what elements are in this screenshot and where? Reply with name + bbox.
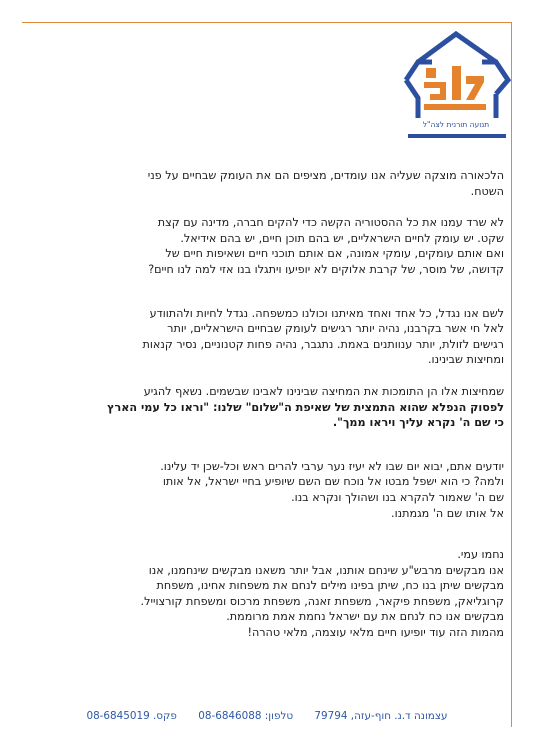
letter-line: רגישים לזולת, יותר ענוותנים באמת. נתגבר, נהיה פחות קטנוניים, נסיר קנאות (142, 337, 504, 351)
letter-line: יודעים אתם, יבוא יום שבו לא יעיז נער ערבי להרים ראש וכל-שכן יד עלינו. (160, 459, 504, 473)
letter-line: שם ה' שאמור להקרא בנו ושהולך ונקרא בנו. (291, 490, 504, 504)
letter-line: לאל חי אשר בקרבנו, נהיה יותר רגישים לעומק שבחיים הישראליים, יותר (167, 322, 504, 336)
letter-line: מבקשים שיתן בנו כח, שיתן בפינו מילים לנחם את משפחות אחינו, משפחת (156, 579, 504, 593)
letter-line: ואם אותם עומקים, עומקי אמונה, אם אותם תוכני חיים ושאיפות חיים של (165, 247, 504, 261)
letter-line: כי שם ה' נקרא עליך ויראו ממך". (332, 416, 504, 430)
letter-line: אל אותו שם ה' מגמתנו. (391, 506, 504, 520)
logo-subtitle: תנועה תורנית לצה"ל (422, 120, 490, 129)
letter-line: נחמו עמי. (457, 548, 504, 562)
letter-line: לא שרד עמנו את כל ההסטוריה הקשה כדי להקים חברה, מדינה עם קצת (157, 216, 504, 230)
letter-line: ומחיצות שבינינו. (427, 353, 504, 367)
letterhead-footer (40, 710, 494, 722)
letter-line: ולמה? כי הוא ישפל מבטו אל נוכח שם השם שיופיע בחיי ישראל, אל אותו (162, 475, 504, 489)
letter-line: לשם אנו נגדל, כל אחד ואחד מאיתנו וכולנו כמשפחה. נגדל לחיות ולהתוודע (149, 306, 504, 320)
letter-body (30, 168, 504, 641)
letter-line: קדושה, של מוסר, של קרבת אלוקים לא יופיעו ויתגלו בנו אזי למה לנו חיים? (148, 262, 504, 276)
letter-line: מבקשים אנו כח לנחם את עם ישראל נחמת אמת מרוממת. (226, 610, 504, 624)
footer-fax: פקס. 08-6845019 (86, 710, 177, 722)
letter-line: מהמות הזה עוד יופיעו חיים מלאי עוצמה, מלאי טהרה! (247, 626, 504, 640)
letter-line: שמחיצות אלו הן התומכות את המחיצה שבינינו לאבינו שבשמים. נשאף להגיע (143, 384, 504, 398)
letter-line: הלכאורה מוצקה שעליה אנו עומדים, מציפים הם את העומק שבחיים על פני (147, 169, 504, 182)
logo-graphic (402, 30, 512, 148)
letter-line: אנו מבקשים מרבש"ע שינחם אותנו, אבל יותר משאנו מבקשים שינחמנו, אנו (148, 563, 504, 577)
letter-line: שקט. יש עומק לחיים הישראליים, יש בהם תוכן חיים, יש בהם אידיאל. (180, 231, 504, 245)
footer-phone: טלפון: 08-6846088 (198, 710, 294, 722)
otzma-logo (402, 30, 512, 148)
footer-address: עצמונה ד.נ. חוף-עזה, 79794 (314, 710, 448, 722)
letter-line: השטח. (470, 184, 504, 198)
letter-line: לפסוק הנפלא שהוא התמצית של שאיפת ה"שלום" שלנו: "וראו כל עמי הארץ (107, 400, 504, 414)
letter-line: קרוגליאק, משפחת פיקאר, משפחת זאנה, משפחת מרכוס ומשפחת קורצוייל. (140, 594, 504, 608)
